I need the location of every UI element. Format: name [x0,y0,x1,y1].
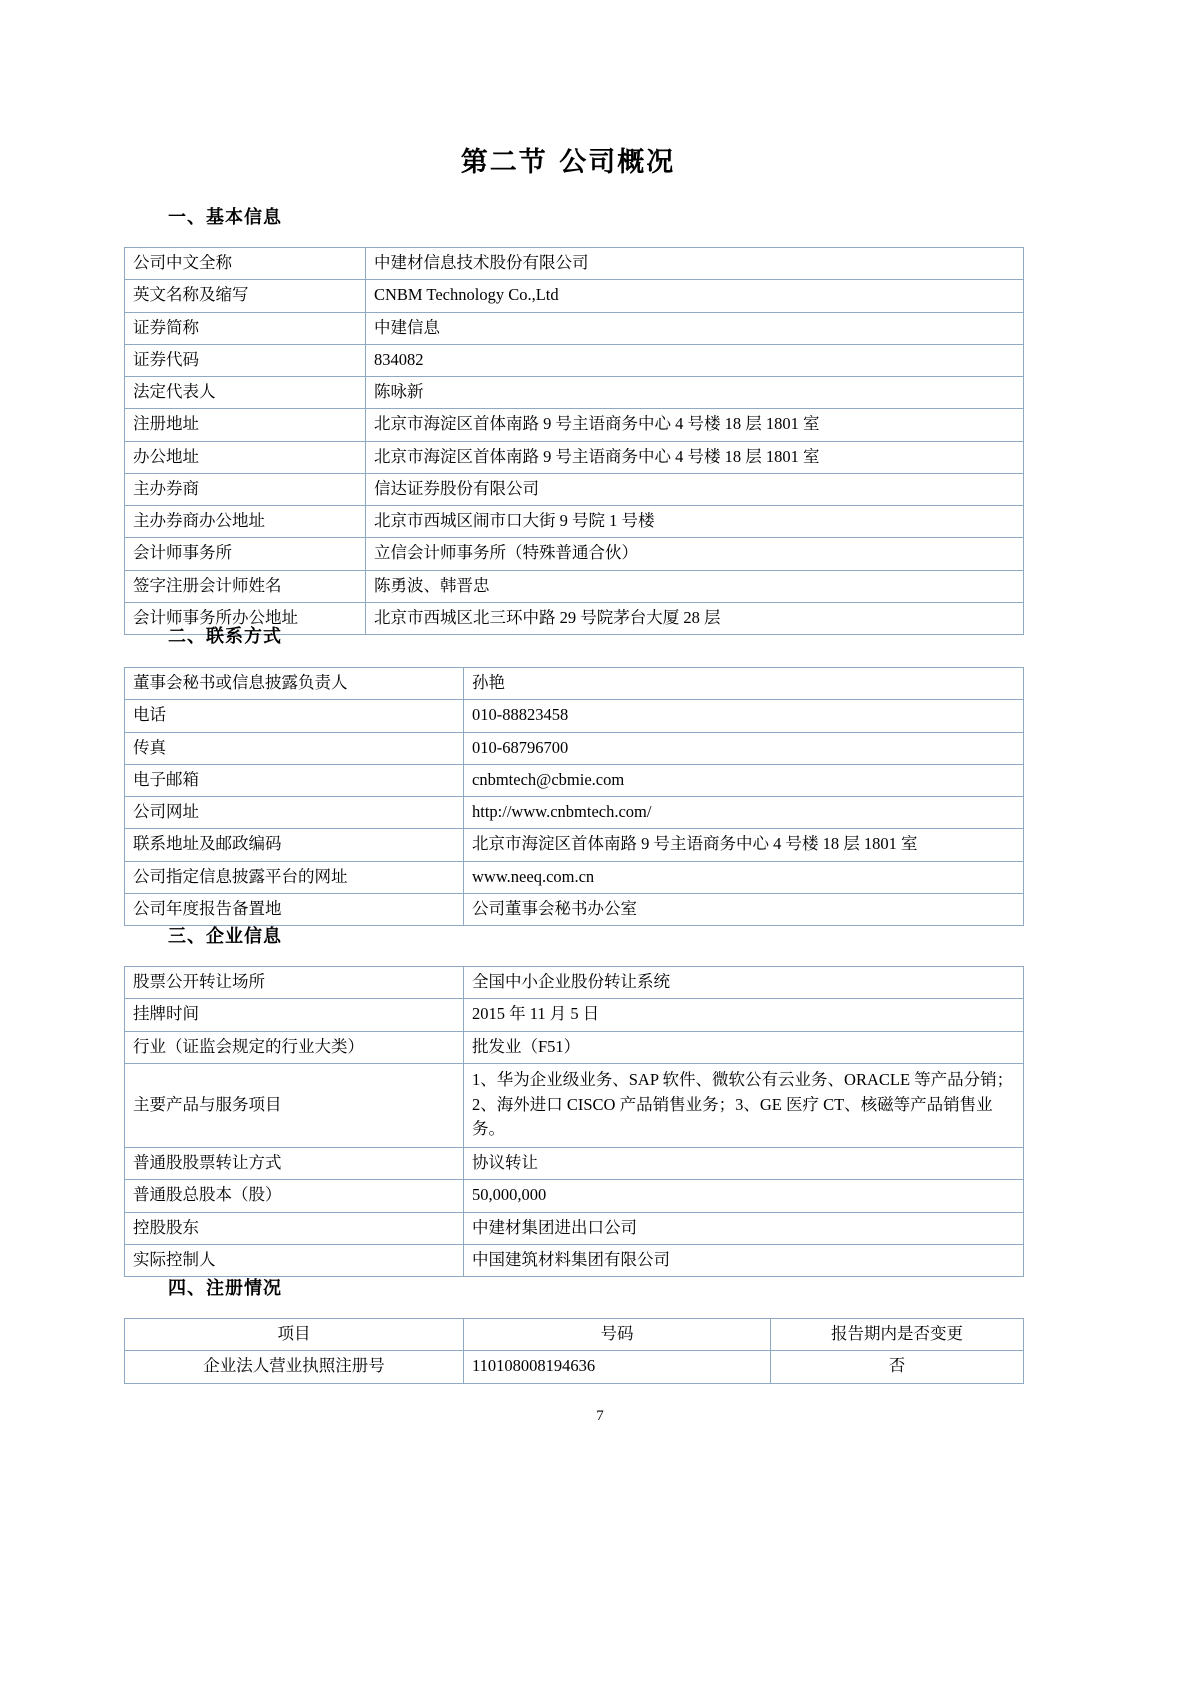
row-label: 主要产品与服务项目 [125,1063,464,1147]
row-value: 中建信息 [366,312,1024,344]
table-row [125,538,1024,570]
section-heading-enterprise: 三、企业信息 [168,926,282,947]
row-label: 签字注册会计师姓名 [125,570,366,602]
table-row [125,1031,1024,1063]
row-label: 董事会秘书或信息披露负责人 [125,668,464,700]
contact-table [124,667,1024,926]
row-value: 中国建筑材料集团有限公司 [464,1244,1024,1276]
table-row [125,764,1024,796]
row-label: 联系地址及邮政编码 [125,829,464,861]
page-content [118,0,1018,1376]
table-row [125,700,1024,732]
row-label: 公司年度报告备置地 [125,893,464,925]
table-row [125,473,1024,505]
row-label: 主办券商 [125,473,366,505]
table-row [125,967,1024,999]
row-label: 普通股总股本（股） [125,1180,464,1212]
row-value: 北京市海淀区首体南路 9 号主语商务中心 4 号楼 18 层 1801 室 [366,409,1024,441]
table-row [125,1180,1024,1212]
row-value: 协议转让 [464,1148,1024,1180]
column-header-changed: 报告期内是否变更 [771,1319,1024,1351]
row-value: 中建材集团进出口公司 [464,1212,1024,1244]
row-item: 企业法人营业执照注册号 [125,1351,464,1383]
row-value: 孙艳 [464,668,1024,700]
column-header-number: 号码 [464,1319,771,1351]
table-row [125,312,1024,344]
row-label: 传真 [125,732,464,764]
row-number: 110108008194636 [464,1351,771,1383]
row-label: 公司中文全称 [125,248,366,280]
table-row [125,668,1024,700]
row-label: 英文名称及缩写 [125,280,366,312]
row-label: 主办券商办公地址 [125,506,366,538]
row-label: 控股股东 [125,1212,464,1244]
table-row [125,829,1024,861]
row-label: 电子邮箱 [125,764,464,796]
row-value: 全国中小企业股份转让系统 [464,967,1024,999]
row-value: 50,000,000 [464,1180,1024,1212]
table-row [125,1148,1024,1180]
row-label: 挂牌时间 [125,999,464,1031]
row-label: 法定代表人 [125,377,366,409]
table-row [125,732,1024,764]
section-heading-contact: 二、联系方式 [168,626,282,647]
row-value: http://www.cnbmtech.com/ [464,797,1024,829]
row-value: 中建材信息技术股份有限公司 [366,248,1024,280]
row-label: 办公地址 [125,441,366,473]
row-value: 信达证券股份有限公司 [366,473,1024,505]
column-header-item: 项目 [125,1319,464,1351]
table-header-row [125,1319,1024,1351]
section-heading-registration: 四、注册情况 [168,1278,282,1299]
row-label: 公司网址 [125,797,464,829]
registration-table [124,1318,1024,1384]
table-row [125,248,1024,280]
row-label: 会计师事务所办公地址 [125,602,366,634]
row-value: 北京市海淀区首体南路 9 号主语商务中心 4 号楼 18 层 1801 室 [464,829,1024,861]
table-row [125,344,1024,376]
row-value: 陈咏新 [366,377,1024,409]
row-value: 834082 [366,344,1024,376]
row-value: 批发业（F51） [464,1031,1024,1063]
table-row [125,570,1024,602]
table-row [125,377,1024,409]
table-row [125,999,1024,1031]
row-label: 股票公开转让场所 [125,967,464,999]
row-value: 陈勇波、韩晋忠 [366,570,1024,602]
row-value: 北京市西城区闹市口大街 9 号院 1 号楼 [366,506,1024,538]
row-changed: 否 [771,1351,1024,1383]
enterprise-info-table [124,966,1024,1277]
row-value: 010-68796700 [464,732,1024,764]
table-row [125,797,1024,829]
row-label: 会计师事务所 [125,538,366,570]
row-label: 公司指定信息披露平台的网址 [125,861,464,893]
row-value: 立信会计师事务所（特殊普通合伙） [366,538,1024,570]
row-label: 证券代码 [125,344,366,376]
row-label: 行业（证监会规定的行业大类） [125,1031,464,1063]
row-value: 北京市海淀区首体南路 9 号主语商务中心 4 号楼 18 层 1801 室 [366,441,1024,473]
row-label: 实际控制人 [125,1244,464,1276]
row-label: 注册地址 [125,409,366,441]
table-row [125,861,1024,893]
row-value: 公司董事会秘书办公室 [464,893,1024,925]
page-title: 第二节 公司概况 [460,147,676,178]
row-value: cnbmtech@cbmie.com [464,764,1024,796]
row-value: 1、华为企业级业务、SAP 软件、微软公有云业务、ORACLE 等产品分销；2、海外进口 CISCO 产品销售业务；3、GE 医疗 CT、核磁等产品销售业务。 [464,1063,1024,1147]
section-heading-basic-info: 一、基本信息 [168,207,282,228]
basic-info-table [124,247,1024,635]
row-value: 北京市西城区北三环中路 29 号院茅台大厦 28 层 [366,602,1024,634]
row-value: CNBM Technology Co.,Ltd [366,280,1024,312]
table-row [125,1244,1024,1276]
table-row [125,280,1024,312]
table-row [125,409,1024,441]
page-number: 7 [596,1408,604,1424]
table-row [125,1351,1024,1383]
table-row [125,1063,1024,1147]
row-value: www.neeq.com.cn [464,861,1024,893]
row-label: 证券简称 [125,312,366,344]
table-row [125,506,1024,538]
table-row [125,893,1024,925]
table-row [125,441,1024,473]
row-label: 普通股股票转让方式 [125,1148,464,1180]
row-value: 2015 年 11 月 5 日 [464,999,1024,1031]
row-label: 电话 [125,700,464,732]
row-value: 010-88823458 [464,700,1024,732]
table-row [125,1212,1024,1244]
